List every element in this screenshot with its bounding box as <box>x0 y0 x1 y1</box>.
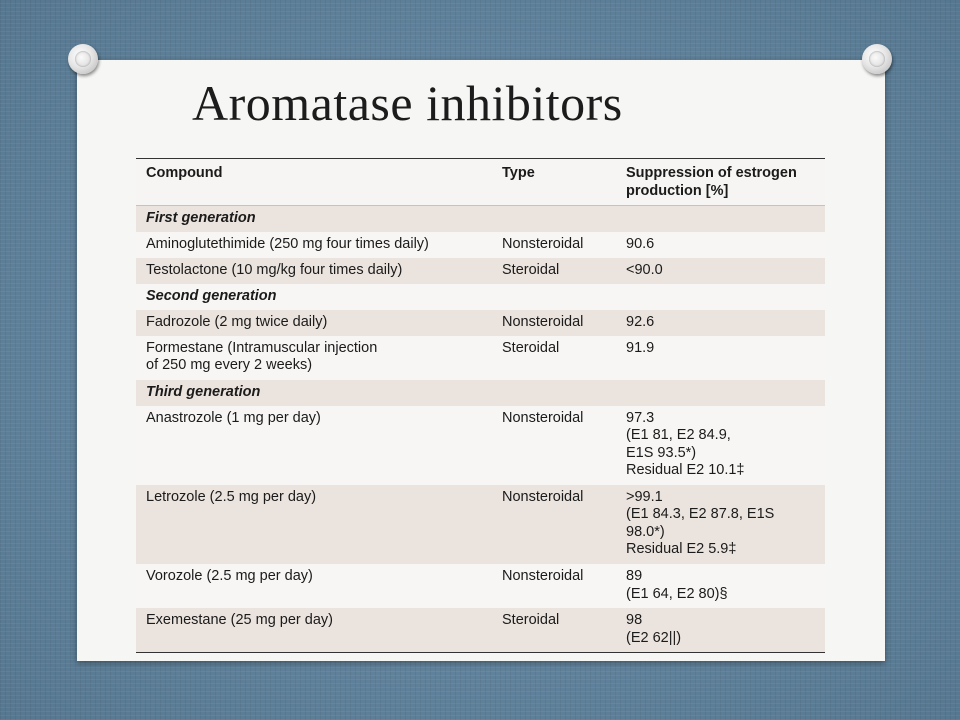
table-row <box>136 258 825 284</box>
section-row <box>136 206 825 232</box>
cell-suppression: 89 (E1 64, E2 80)§ <box>616 564 825 608</box>
cell-type: Steroidal <box>492 608 616 652</box>
pushpin-icon <box>68 44 98 74</box>
cell-type: Nonsteroidal <box>492 485 616 564</box>
cell-compound: Fadrozole (2 mg twice daily) <box>136 310 492 336</box>
cell-type: Steroidal <box>492 258 616 284</box>
section-label: First generation <box>136 206 825 232</box>
section-label: Second generation <box>136 284 825 310</box>
data-table <box>136 159 825 652</box>
cell-suppression: 90.6 <box>616 232 825 258</box>
table-header-row <box>136 159 825 206</box>
table-row <box>136 608 825 652</box>
cell-compound: Exemestane (25 mg per day) <box>136 608 492 652</box>
column-header-suppression: Suppression of estrogen production [%] <box>616 159 825 206</box>
cell-compound: Aminoglutethimide (250 mg four times daily) <box>136 232 492 258</box>
cell-type: Nonsteroidal <box>492 310 616 336</box>
slide-title: Aromatase inhibitors <box>192 75 623 131</box>
aromatase-inhibitor-table <box>136 158 825 653</box>
cell-type: Nonsteroidal <box>492 406 616 485</box>
table-row <box>136 232 825 258</box>
cell-suppression: <90.0 <box>616 258 825 284</box>
table-row <box>136 310 825 336</box>
table-row <box>136 485 825 564</box>
cell-compound: Vorozole (2.5 mg per day) <box>136 564 492 608</box>
cell-type: Nonsteroidal <box>492 232 616 258</box>
cell-compound: Letrozole (2.5 mg per day) <box>136 485 492 564</box>
cell-type: Nonsteroidal <box>492 564 616 608</box>
column-header-type: Type <box>492 159 616 206</box>
table-row <box>136 564 825 608</box>
cell-suppression: 92.6 <box>616 310 825 336</box>
section-row <box>136 284 825 310</box>
column-header-compound: Compound <box>136 159 492 206</box>
cell-type: Steroidal <box>492 336 616 380</box>
cell-suppression: 97.3 (E1 81, E2 84.9, E1S 93.5*) Residual E2 10.1‡ <box>616 406 825 485</box>
cell-suppression: >99.1 (E1 84.3, E2 87.8, E1S 98.0*) Residual E2 5.9‡ <box>616 485 825 564</box>
section-label: Third generation <box>136 380 825 406</box>
cell-suppression: 98 (E2 62||) <box>616 608 825 652</box>
cell-compound: Testolactone (10 mg/kg four times daily) <box>136 258 492 284</box>
pushpin-icon <box>862 44 892 74</box>
cell-compound: Formestane (Intramuscular injection of 250 mg every 2 weeks) <box>136 336 492 380</box>
section-row <box>136 380 825 406</box>
table-row <box>136 406 825 485</box>
cell-suppression: 91.9 <box>616 336 825 380</box>
cell-compound: Anastrozole (1 mg per day) <box>136 406 492 485</box>
table-row <box>136 336 825 380</box>
